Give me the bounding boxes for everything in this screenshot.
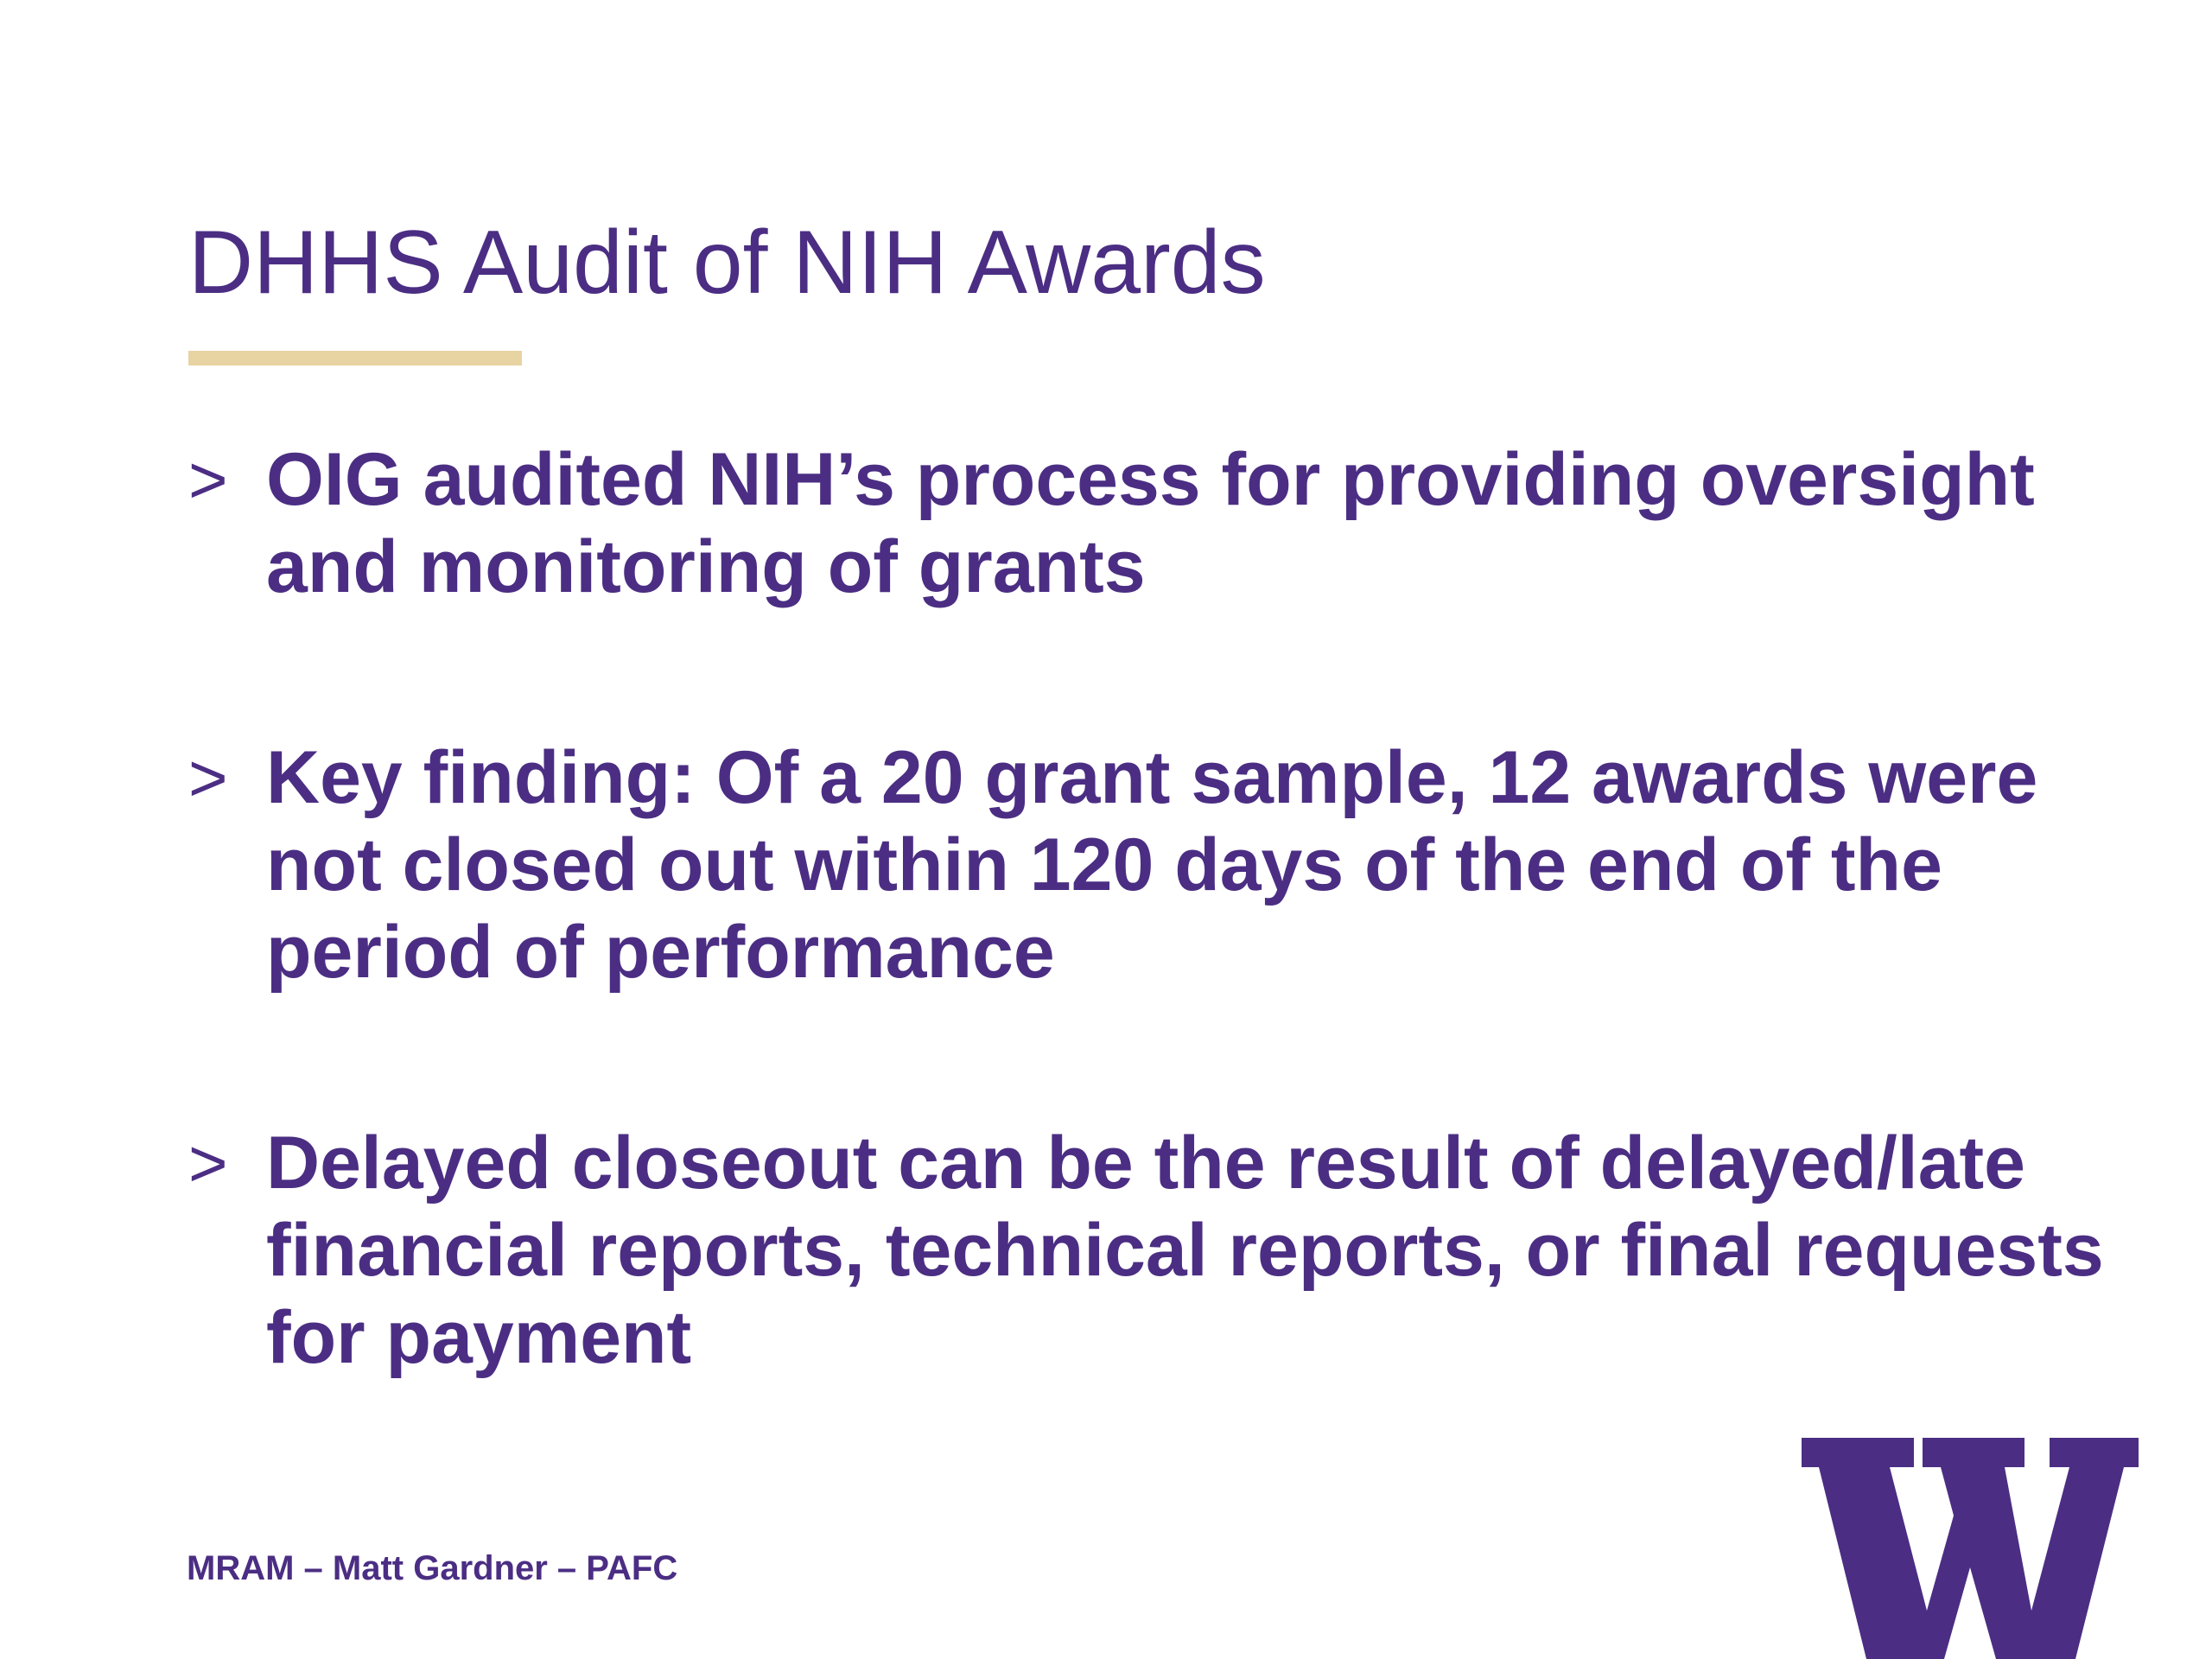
bullet-item xyxy=(188,734,2115,996)
bullet-list xyxy=(188,436,2115,1382)
title-underline xyxy=(188,351,522,365)
bullet-text: Key finding: Of a 20 grant sample, 12 awards were not closed out within 120 days of the end of the period of performance xyxy=(266,736,2038,994)
bullet-marker-icon: > xyxy=(188,442,228,518)
bullet-item xyxy=(188,436,2115,611)
bullet-marker-icon: > xyxy=(188,1125,228,1201)
slide-footer: MRAM – Matt Gardner – PAFC xyxy=(187,1549,678,1587)
bullet-text: OIG audited NIH’s process for providing oversight and monitoring of grants xyxy=(266,438,2035,608)
slide-title: DHHS Audit of NIH Awards xyxy=(188,213,1266,313)
university-w-logo-icon xyxy=(1802,1438,2139,1659)
bullet-marker-icon: > xyxy=(188,740,228,816)
bullet-text: Delayed closeout can be the result of delayed/late financial reports, technical reports, or final requests for payment xyxy=(266,1122,2104,1379)
bullet-item xyxy=(188,1120,2115,1382)
